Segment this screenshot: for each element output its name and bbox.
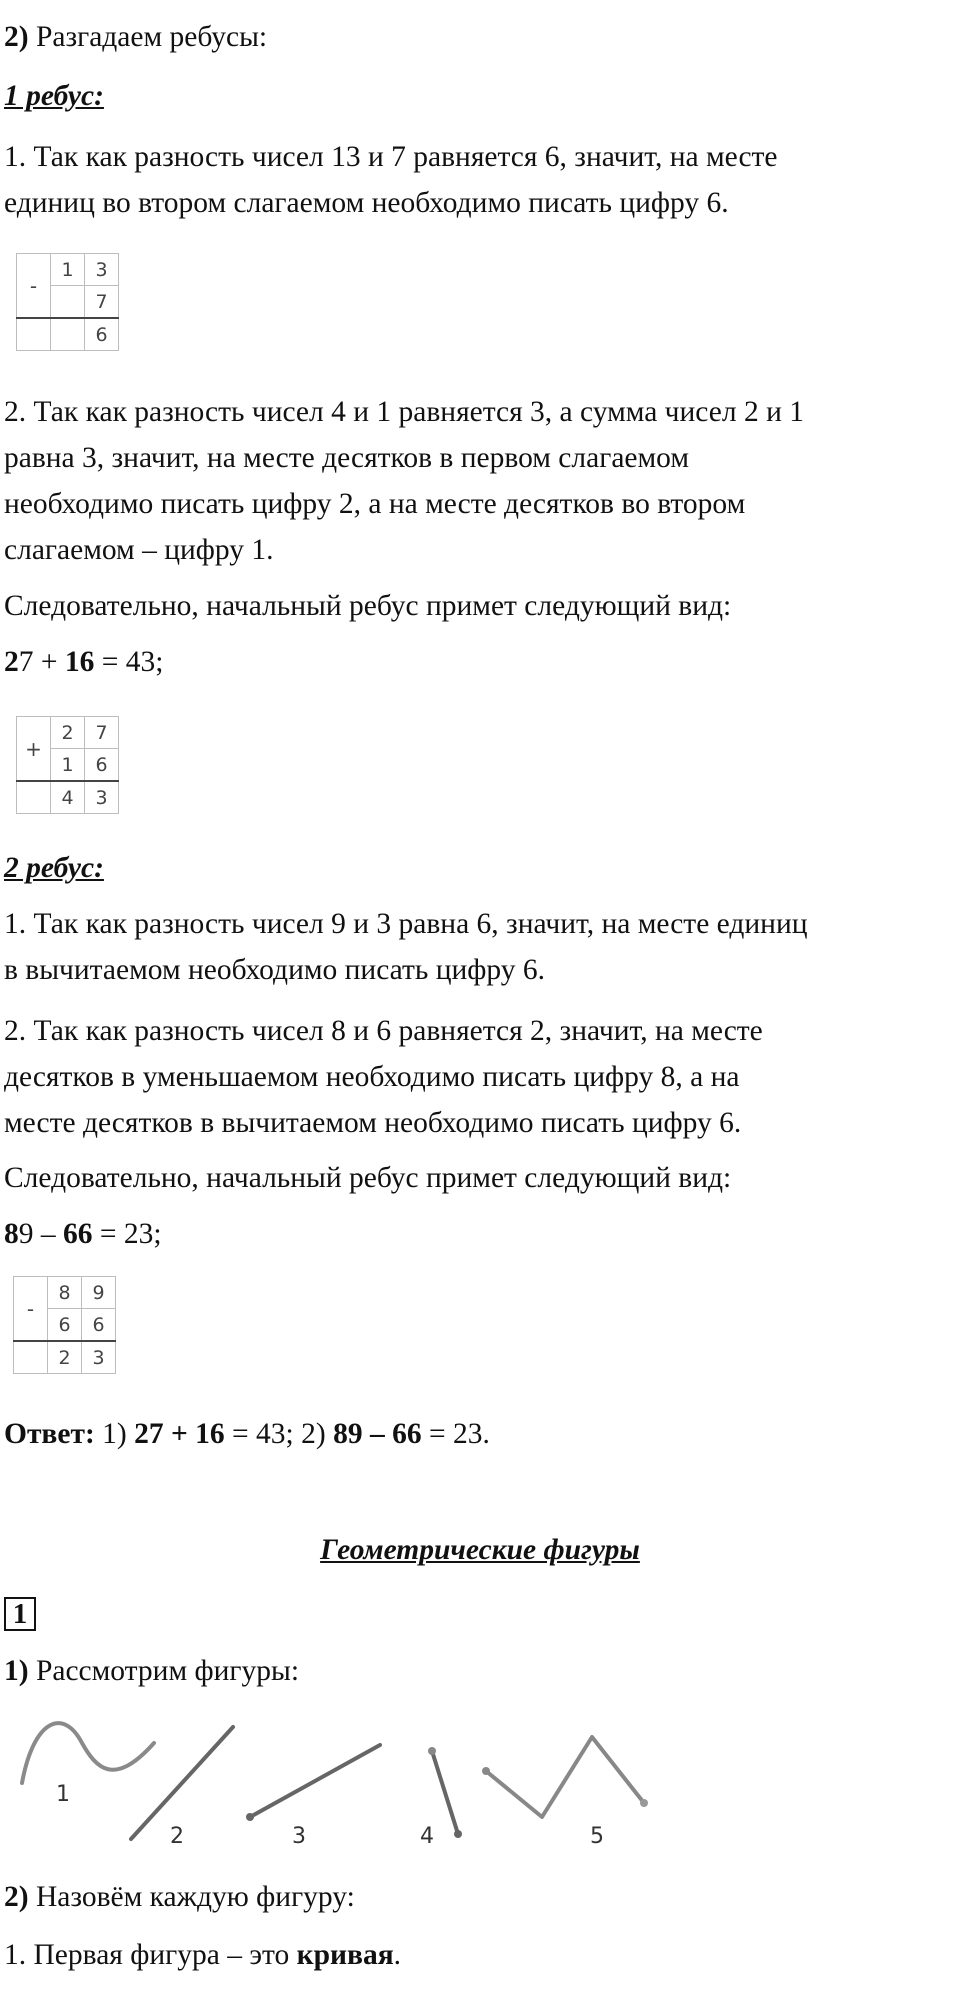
grid-cell: 4 [51,781,85,814]
segment-endpoint [454,1830,462,1838]
geometry-heading: Геометрические фигуры [320,1534,640,1566]
rebus-2-step-1-line-1: 1. Так как разность чисел 9 и 3 равна 6, значит, на месте единиц [4,908,808,940]
task-number-box: 1 [4,1597,36,1631]
rebus-1-step-1-line-1: 1. Так как разность чисел 13 и 7 равняется 6, значит, на месте [4,141,778,173]
polyline-endpoint [640,1799,648,1807]
grid-cell: 9 [82,1277,116,1309]
grid-sign: - [14,1277,48,1342]
grid-cell: 6 [85,749,119,782]
geometry-item-2: 2) Назовём каждую фигуру: [4,1881,355,1913]
grid-cell: 1 [51,749,85,782]
rebus-2-title: 2 ребус: [4,852,104,884]
geometric-figures-illustration [14,1713,654,1863]
curve-figure [22,1723,154,1783]
figure-1-description: 1. Первая фигура – это кривая. [4,1939,402,1971]
grid-cell: 6 [48,1309,82,1342]
grid-cell: 1 [51,254,85,286]
rebus-2-equation: 89 – 66 = 23; [4,1218,162,1250]
grid-cell [51,318,85,351]
rebus-1-step-1-line-2: единиц во втором слагаемом необходимо писать цифру 6. [4,187,729,219]
rebus-1-conclusion: Следовательно, начальный ребус примет следующий вид: [4,590,732,622]
grid-cell [17,781,51,814]
figure-label-2: 2 [170,1824,184,1849]
rebus-1-step-2-line-4: слагаемом – цифру 1. [4,534,274,566]
segment-endpoint [428,1747,436,1755]
rebus-1-step-2-line-1: 2. Так как разность чисел 4 и 1 равняется 3, а сумма чисел 2 и 1 [4,396,804,428]
rebus-2-step-2-line-1: 2. Так как разность чисел 8 и 6 равняется 2, значит, на месте [4,1015,763,1047]
figure-label-4: 4 [420,1824,434,1849]
rebus-1-column-addition-grid [16,716,119,814]
rebus-2-step-2-line-2: десятков в уменьшаемом необходимо писать цифру 8, а на [4,1061,740,1093]
grid-sign: + [17,717,51,782]
polyline-figure [486,1737,644,1817]
grid-cell [17,318,51,351]
grid-cell: 2 [51,717,85,749]
rebus-1-column-subtraction-grid [16,253,119,351]
grid-cell: 3 [85,254,119,286]
segment-endpoint [246,1813,254,1821]
rebus-2-conclusion: Следовательно, начальный ребус примет следующий вид: [4,1162,732,1194]
grid-cell: 3 [82,1341,116,1374]
rebus-2-step-2-line-3: месте десятков в вычитаемом необходимо писать цифру 6. [4,1107,742,1139]
grid-cell: 3 [85,781,119,814]
grid-cell: 8 [48,1277,82,1309]
grid-cell: 7 [85,717,119,749]
rebus-1-step-2-line-2: равна 3, значит, на месте десятков в первом слагаемом [4,442,690,474]
section-2-intro: 2) Разгадаем ребусы: [4,21,268,53]
grid-cell: 7 [85,286,119,319]
answer-line: Ответ: 1) 27 + 16 = 43; 2) 89 – 66 = 23. [4,1418,490,1450]
grid-cell: 6 [82,1309,116,1342]
short-segment-figure [432,1751,458,1834]
rebus-2-step-1-line-2: в вычитаемом необходимо писать цифру 6. [4,954,546,986]
segment-figure [250,1745,380,1817]
polyline-endpoint [482,1767,490,1775]
geometry-item-1: 1) Рассмотрим фигуры: [4,1655,300,1687]
figure-label-1: 1 [56,1782,70,1807]
figure-label-3: 3 [292,1824,306,1849]
grid-cell [51,286,85,319]
straight-line-figure [131,1727,233,1839]
rebus-1-step-2-line-3: необходимо писать цифру 2, а на месте десятков во втором [4,488,746,520]
grid-sign: - [17,254,51,319]
grid-cell [14,1341,48,1374]
figure-label-5: 5 [590,1824,604,1849]
rebus-1-title: 1 ребус: [4,80,104,112]
grid-cell: 2 [48,1341,82,1374]
rebus-1-equation: 27 + 16 = 43; [4,646,164,678]
grid-cell: 6 [85,318,119,351]
rebus-2-column-subtraction-grid [13,1276,116,1374]
